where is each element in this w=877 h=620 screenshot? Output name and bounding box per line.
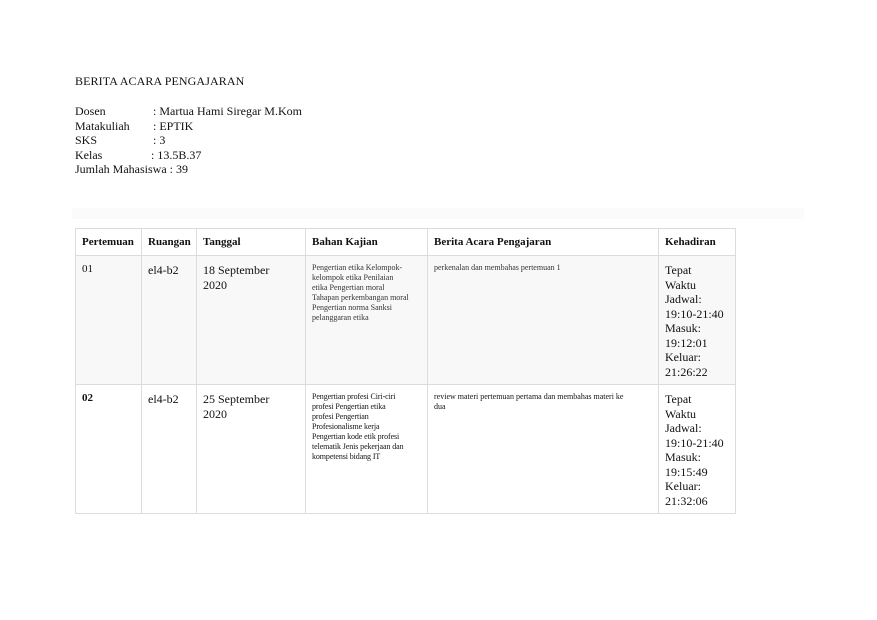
berita-acara-cell	[428, 385, 659, 514]
bahan-kajian-line: Pengertian profesi Ciri-ciri	[312, 392, 396, 401]
ruangan-cell: el4-b2	[142, 385, 197, 514]
tanggal-cell	[197, 256, 306, 385]
kehadiran-line: 19:15:49	[665, 464, 708, 479]
tanggal-line: 2020	[203, 406, 227, 421]
sks-label: SKS	[75, 133, 98, 147]
bahan-kajian-line: Pengertian kode etik profesi	[312, 432, 400, 441]
berita-acara-line: review materi pertemuan pertama dan membahas materi ke	[434, 392, 624, 401]
kehadiran-line: Masuk:	[665, 450, 701, 464]
kehadiran-line: 21:26:22	[665, 364, 708, 379]
kelas-value: : 13.5B.37	[151, 147, 202, 162]
course-info	[75, 104, 302, 177]
bahan-kajian-line: etika Pengertian moral	[312, 283, 385, 292]
bahan-kajian-line: profesi Pengertian	[312, 412, 369, 421]
dosen-label: Dosen	[75, 104, 106, 118]
pertemuan-cell: 01	[76, 256, 142, 385]
kehadiran-line: 19:10-21:40	[665, 306, 724, 321]
pertemuan-cell: 02	[76, 385, 142, 514]
ruangan-cell: el4-b2	[142, 256, 197, 385]
dosen-row	[75, 104, 302, 119]
matakuliah-row	[75, 118, 194, 134]
matakuliah-label: Matakuliah	[75, 118, 130, 133]
sks-value: : 3	[153, 133, 166, 147]
bahan-kajian-line: kompetensi bidang IT	[312, 452, 381, 461]
table-row	[76, 385, 736, 514]
kehadiran-line: 19:10-21:40	[665, 435, 724, 450]
bahan-kajian-line: profesi Pengertian etika	[312, 402, 386, 411]
kehadiran-line: 21:32:06	[665, 493, 708, 508]
header-tanggal: Tanggal	[197, 229, 306, 256]
kehadiran-line: Tepat	[665, 392, 692, 406]
attendance-table	[75, 228, 736, 514]
berita-acara-line: dua	[434, 402, 446, 411]
bahan-kajian-cell	[306, 256, 428, 385]
kehadiran-line: Waktu	[665, 277, 697, 292]
table-row	[76, 256, 736, 385]
kehadiran-line: Tepat	[665, 263, 692, 277]
header-bahan-kajian: Bahan Kajian	[306, 229, 428, 256]
bahan-kajian-line: telematik Jenis pekerjaan dan	[312, 442, 404, 451]
kehadiran-line: Waktu	[665, 406, 697, 421]
kehadiran-line: Jadwal:	[665, 421, 702, 435]
bahan-kajian-line: Pengertian norma Sanksi	[312, 303, 392, 312]
bahan-kajian-line: Profesionalisme kerja	[312, 422, 380, 431]
tanggal-line: 2020	[203, 277, 227, 292]
bahan-kajian-line: Pengertian etika Kelompok-	[312, 263, 403, 272]
header-berita-acara: Berita Acara Pengajaran	[428, 229, 659, 256]
kelas-row	[75, 147, 202, 163]
kehadiran-cell	[659, 385, 736, 514]
kehadiran-line: Keluar:	[665, 479, 701, 493]
dosen-value: : Martua Hami Siregar M.Kom	[153, 104, 302, 118]
matakuliah-value: : EPTIK	[153, 118, 194, 133]
table-header-row	[76, 229, 736, 256]
header-kehadiran: Kehadiran	[659, 229, 736, 256]
jumlah-mahasiswa: Jumlah Mahasiswa : 39	[75, 162, 188, 176]
bahan-kajian-line: pelanggaran etika	[312, 313, 369, 322]
berita-acara-cell	[428, 256, 659, 385]
tanggal-cell	[197, 385, 306, 514]
page-title: BERITA ACARA PENGAJARAN	[75, 74, 245, 88]
tanggal-line: 25 September	[203, 392, 270, 406]
kehadiran-cell	[659, 256, 736, 385]
kehadiran-line: 19:12:01	[665, 335, 708, 350]
header-ruangan: Ruangan	[142, 229, 197, 256]
tanggal-line: 18 September	[203, 263, 270, 277]
kehadiran-line: Masuk:	[665, 321, 701, 335]
bahan-kajian-line: Tahapan perkembangan moral	[312, 293, 409, 302]
kelas-label: Kelas	[75, 147, 103, 162]
berita-acara-line: perkenalan dan membahas pertemuan 1	[434, 263, 561, 272]
kehadiran-line: Jadwal:	[665, 292, 702, 306]
header-pertemuan: Pertemuan	[76, 229, 142, 256]
sks-row	[75, 133, 188, 148]
kehadiran-line: Keluar:	[665, 350, 701, 364]
bahan-kajian-cell	[306, 385, 428, 514]
bahan-kajian-line: kelompok etika Penilaian	[312, 273, 394, 282]
jumlah-mahasiswa-row	[75, 162, 188, 177]
divider-band	[72, 208, 804, 219]
